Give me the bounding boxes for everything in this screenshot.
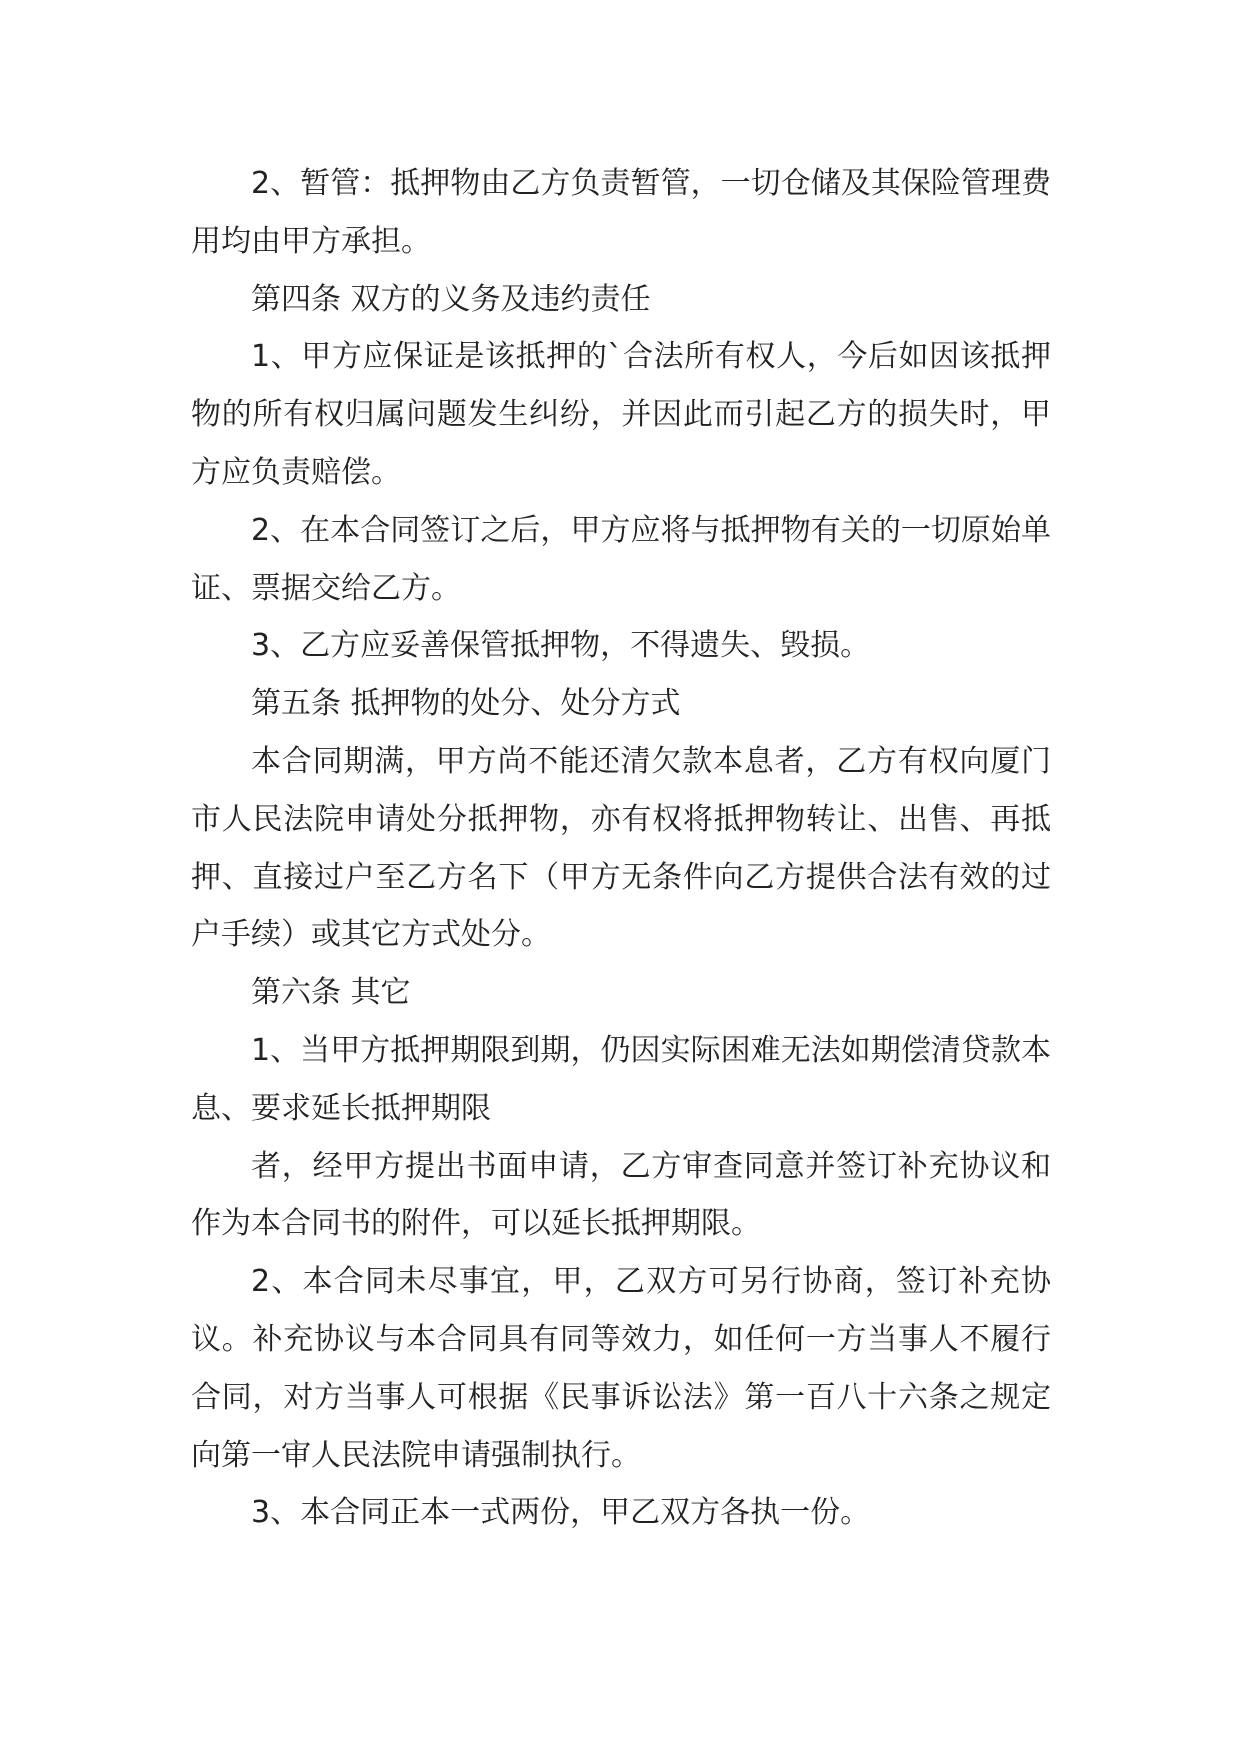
article-heading: 第六条 其它 xyxy=(251,975,411,1011)
document-body xyxy=(191,155,1051,1542)
clause-paragraph: 2、本合同未尽事宜，甲，乙双方可另行协商，签订补充协议。补充协议与本合同具有同等效力，如任何一方当事人不履行合同，对方当事人可根据《民事诉讼法》第一百八十六条之规定向第一审人民法院申请强制执行。 xyxy=(191,1264,1051,1473)
clause-paragraph: 1、甲方应保证是该抵押的`合法所有权人，今后如因该抵押物的所有权归属问题发生纠纷，并因此而引起乙方的损失时，甲方应负责赔偿。 xyxy=(191,339,1051,490)
clause-paragraph: 本合同期满，甲方尚不能还清欠款本息者，乙方有权向厦门市人民法院申请处分抵押物，亦有权将抵押物转让、出售、再抵押、直接过户至乙方名下（甲方无条件向乙方提供合法有效的过户手续）或其它方式处分。 xyxy=(191,743,1051,953)
clause-paragraph: 2、暂管：抵押物由乙方负责暂管，一切仓储及其保险管理费用均由甲方承担。 xyxy=(191,166,1051,259)
clause-paragraph: 1、当甲方抵押期限到期，仍因实际困难无法如期偿清贷款本息、要求延长抵押期限 xyxy=(191,1032,1051,1126)
clause-paragraph: 2、在本合同签订之后，甲方应将与抵押物有关的一切原始单证、票据交给乙方。 xyxy=(191,512,1051,606)
clause-paragraph: 3、本合同正本一式两份，甲乙双方各执一份。 xyxy=(251,1495,871,1531)
clause-paragraph: 者，经甲方提出书面申请，乙方审查同意并签订补充协议和作为本合同书的附件，可以延长抵押期限。 xyxy=(191,1148,1051,1242)
clause-paragraph: 3、乙方应妥善保管抵押物，不得遗失、毁损。 xyxy=(251,628,871,664)
article-heading: 第四条 双方的义务及违约责任 xyxy=(251,281,651,317)
article-heading: 第五条 抵押物的处分、处分方式 xyxy=(251,686,681,722)
